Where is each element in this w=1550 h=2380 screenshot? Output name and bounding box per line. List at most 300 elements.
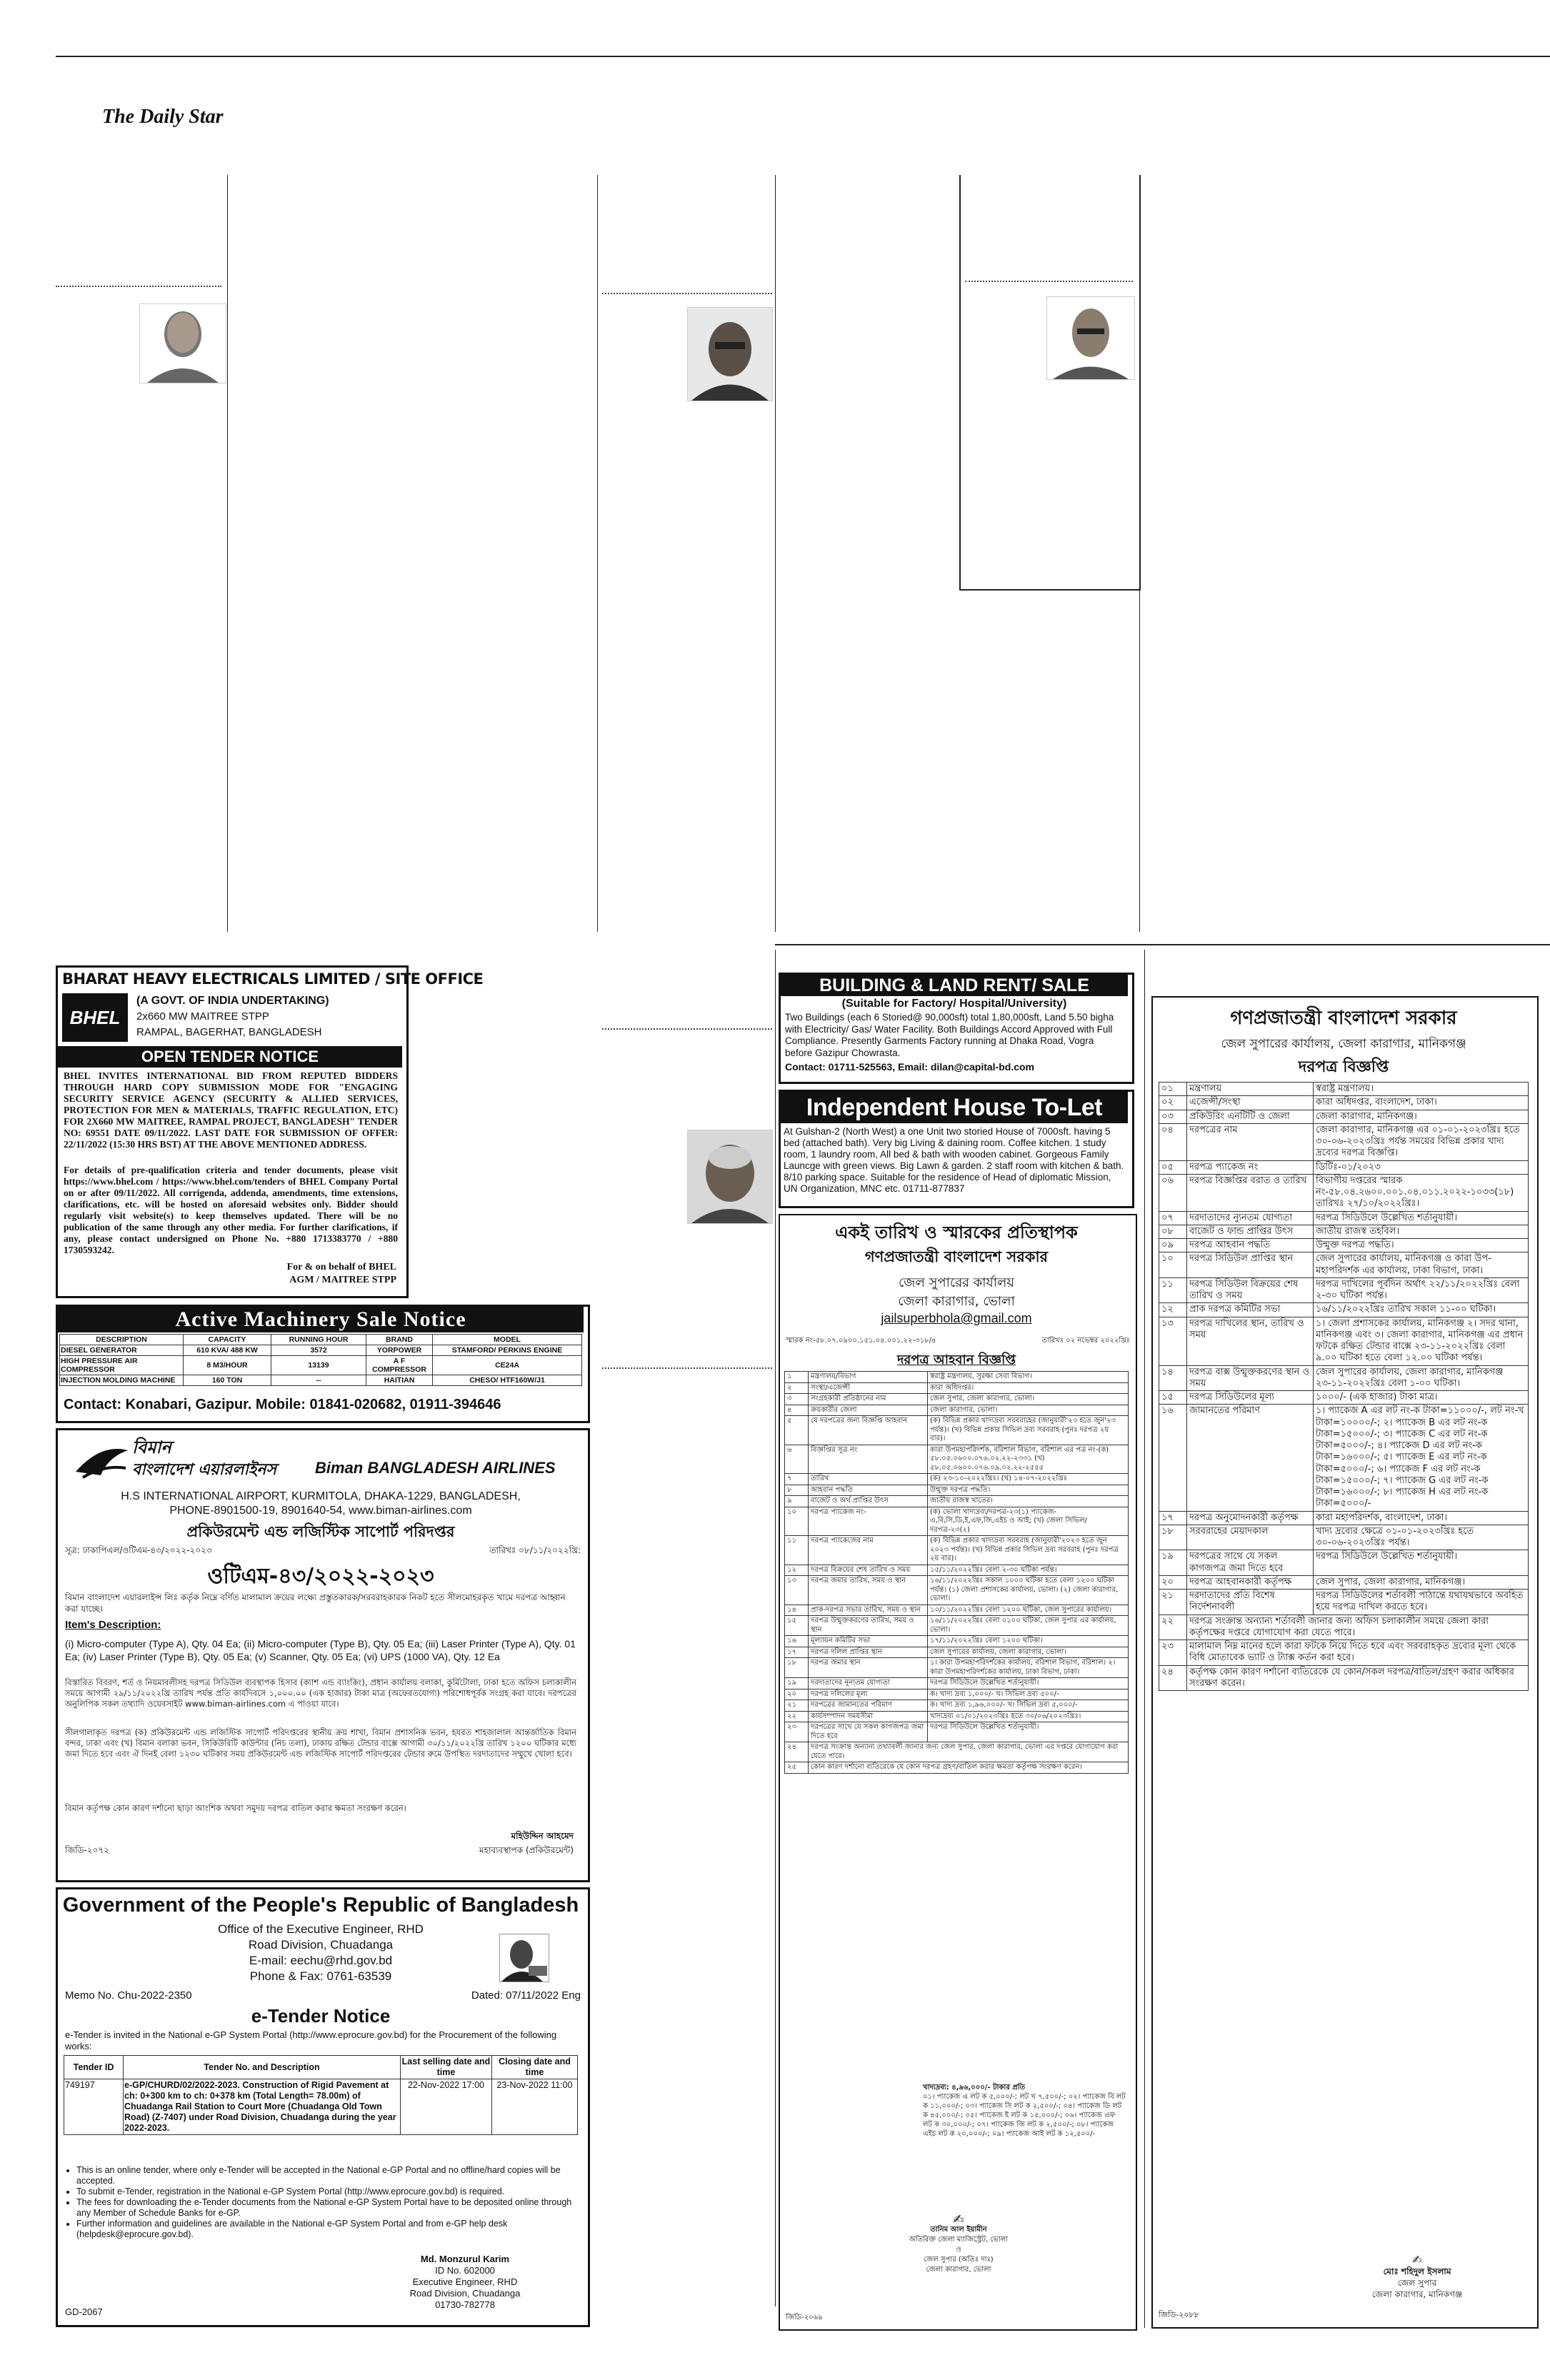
- building-body: Two Buildings (each 6 Storied@ 90,000sft) total 1,80,000sft, Land 5.50 bigha with Electricity/ Gas/ Water Facility. Both Buildings Accord Approved with Full Compliance. Presently Garments Factory running at Dhaka Road, Vogra before Gazipur Chowrasta.: [785, 1012, 1114, 1058]
- biman-items-head: Item's Description:: [65, 1619, 161, 1631]
- list-item: • To submit e-Tender, registration in the National e-GP System Portal (http://www.eprocure.gov.bd) is required.: [76, 2186, 576, 2197]
- table-row: [1159, 1211, 1529, 1225]
- list-item: • This is an online tender, where only e-Tender will be accepted in the National e-GP Portal and no offline/hard copies will be accepted.: [76, 2165, 576, 2186]
- bhel-sub2: 2x660 MW MAITREE STPP: [136, 1010, 269, 1023]
- sign-line: 01730-782778: [435, 2299, 495, 2310]
- table-row: [1159, 1303, 1529, 1317]
- table-row: [785, 1372, 1129, 1383]
- house-body: At Gulshan-2 (North West) a one Unit two storied House of 7000sft. having 5 bed (attached bath). Very big Living & daining room. Coffee kitchen. 1 study room, 1 laundry room, All bed & bath with wooden cabinet. Gorgeous Family Launcge with green views. Big Lawn & garden. 2 staff room with kitchen & bath. 8/10 parking space. Suitable for the residence of Head of diplomatic Mission, UN Organization, MNC etc. 01711-877837: [784, 1126, 1124, 1194]
- table-cell: দরপত্র দাখিলের পূর্বদিন অর্থাৎ ২২/১১/২০২২খ্রিঃ বেলা ২-৩০ ঘটিকা পর্যন্ত।: [1314, 1277, 1529, 1303]
- bhola-signature: ✍ তানিম আল ইয়ামীন অতিরিক্ত জেলা ম্যাজিস্ট্রেট, ভোলা ও জেল সুপার (অতিঃ দাঃ) জেলা কারাগার, ভোলা: [866, 2215, 1051, 2275]
- manikganj-jail-tender-ad: [1151, 996, 1539, 2329]
- table-cell: --: [271, 1375, 366, 1386]
- table-cell: ১৮: [785, 1658, 809, 1678]
- table-row: [785, 1700, 1129, 1712]
- table-row: [1159, 1575, 1529, 1589]
- bhola-code: জিডি-২০৬৯: [786, 2314, 823, 2321]
- table-cell: দরপত্র আহবান পদ্ধতি: [1187, 1239, 1314, 1252]
- columnist-photo: [139, 303, 226, 383]
- table-row: [785, 1605, 1129, 1616]
- table-row: [1159, 1174, 1529, 1211]
- table-row: [785, 1445, 1129, 1474]
- table-row: [60, 1356, 582, 1375]
- table-cell: দরদাতাদের প্রতি বিশেষ নির্দেশনাবলী: [1187, 1590, 1314, 1615]
- biman-intro: বিমান বাংলাদেশ এয়ারলাইন্স লিঃ কর্তৃক নিম্নে বর্ণিত মালামাল ক্রয়ের লক্ষ্যে প্রস্তুতকারক/সরবরাহকারক নিকট হতে সীলমোহরকৃত খামে দরপত্র আহ্বান করা যাচ্ছে।: [65, 1592, 566, 1614]
- table-header: Tender ID: [64, 2056, 124, 2079]
- table-cell: ১২: [785, 1565, 809, 1576]
- bhola-rows-table: [784, 1371, 1129, 1774]
- biman-address1: H.S INTERNATIONAL AIRPORT, KURMITOLA, DHAKA-1229, BANGLADESH,: [121, 1490, 521, 1502]
- table-cell: ০৪: [1159, 1123, 1187, 1160]
- house-to-let-ad: [779, 1090, 1134, 1208]
- manikganj-office: জেল সুপারের কার্যালয়, জেলা কারাগার, মানিকগঞ্জ: [1221, 1037, 1466, 1051]
- table-cell: ১২: [1159, 1303, 1187, 1317]
- table-row: [785, 1658, 1129, 1678]
- table-header: DESCRIPTION: [60, 1335, 184, 1345]
- table-cell: ৬: [785, 1445, 809, 1474]
- table-cell: মূল্যায়ন কমিটির সভা: [809, 1636, 928, 1647]
- table-cell: CE24A: [433, 1356, 582, 1375]
- sign-line: জেলা কারাগার, ভোলা: [926, 2266, 991, 2274]
- bhel-sign1: For & on behalf of BHEL: [286, 1262, 396, 1272]
- machinery-table: [59, 1334, 582, 1386]
- sign-line: ID No. 602000: [435, 2265, 495, 2276]
- table-header: Closing date and time: [492, 2056, 578, 2079]
- table-row: [785, 1576, 1129, 1605]
- table-cell: (ক) বিভিন্ন প্রকার খাদ্যদ্রব্য সরবরাহের (জানুয়ারী'২৩ হতে জুন'২৩ পর্যন্ত)। (খ) বিভিন্ন প্রকার সিভিল দ্রব্য সরবরাহ (পুনঃ দরপত্র ২য় বার)।: [928, 1416, 1129, 1445]
- column-rule: [775, 950, 776, 2306]
- biman-items: (i) Micro-computer (Type A), Qty. 04 Ea; (ii) Micro-computer (Type B), Qty. 05 Ea; (iii) Laser Printer (Type A), Qty. 01 Ea; (iv) Laser Printer (Type B), Qty. 05 Ea; (v) Scanner, Qty. 05 Ea; (vi) UPS (1000 VA), Qty. 12 Ea: [65, 1638, 576, 1662]
- bhel-tender-ad: [56, 965, 484, 1298]
- table-header: MODEL: [433, 1335, 582, 1345]
- columnist-photo: [687, 307, 773, 401]
- table-cell: ৫: [785, 1416, 809, 1445]
- table-cell: কর্তৃপক্ষ কোন কারণ দর্শানো ব্যতিরেকে যে কোন/সকল দরপত্র/বাতিল/গ্রহণ করার অধিকার সংরক্ষণ করেন।: [1187, 1665, 1529, 1691]
- table-cell: দরপত্রের সাথে যে সকল কাগজপত্র জমা দিতে হবে: [809, 1722, 928, 1742]
- sign-line: জেল সুপার (অতিঃ দাঃ): [924, 2256, 994, 2264]
- table-cell: প্রকিউরিং এনটিটি ও জেলা: [1187, 1110, 1314, 1123]
- sign-line: জেলা কারাগার, মানিকগঞ্জ: [1371, 2289, 1463, 2299]
- table-cell: দরপত্র বাক্স উন্মুক্তকরণের স্থান ও সময়: [1187, 1365, 1314, 1391]
- bhola-gov: গণপ্রজাতন্ত্রী বাংলাদেশ সরকার: [864, 1248, 1049, 1265]
- table-cell: দরপত্র উন্মুক্তকরণের তারিখ, সময় ও স্থান: [809, 1616, 928, 1636]
- list-item: • Further information and guidelines are available in the National e-GP System Portal and from e-GP help desk (helpdesk@eprocure.gov.bd).: [76, 2219, 576, 2240]
- bhola-memo: স্মারক নং-৫৮.০৭.০৯০০.১৫১.০৪.০০১.২২-৩১৮/৪: [786, 1337, 936, 1345]
- table-cell: ০৬: [1159, 1174, 1187, 1211]
- table-row: [785, 1636, 1129, 1647]
- table-row: [1159, 1277, 1529, 1303]
- table-cell: মন্ত্রণালয়: [1187, 1083, 1314, 1096]
- table-cell: ২৪: [1159, 1665, 1187, 1691]
- table-cell: ১৭/১১/২০২২খ্রিঃ বেলা ১২০০ ঘটিকা।: [928, 1636, 1129, 1647]
- table-cell: দরপত্রের সাথে যে সকল কাগজপত্র জমা দিতে হবে: [1187, 1550, 1314, 1576]
- sign-line: Road Division, Chuadanga: [409, 2288, 521, 2299]
- table-cell: ০৫: [1159, 1160, 1187, 1174]
- table-cell: 3572: [271, 1345, 366, 1356]
- table-cell: জাতীয় রাজস্ব খাতের।: [928, 1496, 1129, 1507]
- column-rule: [1144, 950, 1145, 2328]
- rhd-table: [64, 2055, 578, 2135]
- table-cell: মালামাল নিম্ন মানের হলে কারা ফটকে নিয়ে দিতে হবে এবং সরবরাহকৃত দ্রব্যের মূল্য থেকে বিধি মোতাবেক ভ্যাট ও ট্যাক্স কর্তন করা হবে।: [1187, 1640, 1529, 1666]
- manikganj-gov: গণপ্রজাতন্ত্রী বাংলাদেশ সরকার: [1230, 1008, 1457, 1029]
- table-cell: ২: [785, 1382, 809, 1394]
- table-cell: HAITIAN: [366, 1375, 433, 1386]
- table-cell: (ক) বিভিন্ন প্রকার খাদ্যদ্রব্য সরবরাহ (জানুয়ারী'২০২৩ হতে জুন ২০২৩ পর্যন্ত)। (খ) বিভিন্ন প্রকার সিভিল দ্রব্য সরবরাহ (পুনঃ দরপত্র ২য় বার)।: [928, 1536, 1129, 1565]
- table-cell: কারা মহাপরিদর্শক, বাংলাদেশ, ঢাকা।: [1314, 1511, 1529, 1525]
- table-cell: ডিটিঃ-০১/২০২৩: [1314, 1160, 1529, 1174]
- table-cell: ০৩: [1159, 1110, 1187, 1123]
- columnist-photo: [687, 1130, 773, 1224]
- table-cell: সরবরাহের মেয়াদকাল: [1187, 1525, 1314, 1550]
- table-row: [785, 1382, 1129, 1394]
- table-cell: ১৮: [1159, 1525, 1187, 1550]
- rhd-code: GD-2067: [65, 2306, 103, 2317]
- bhola-jail-tender-ad: [779, 1214, 1137, 2331]
- table-cell: ০৭: [1159, 1211, 1187, 1225]
- table-cell: ১৫/১১/২০২২খ্রিঃ বেলা ২-৩০ ঘটিকা পর্যন্ত।: [928, 1565, 1129, 1576]
- table-cell: দরপত্র সিডিউল বিক্রয়ের শেষ তারিখ ও সময়: [1187, 1277, 1314, 1303]
- house-title: Independent House To-Let: [781, 1092, 1128, 1123]
- table-cell: দরপত্র সিডিউলের শর্তাবলী পাঠান্তে যথাযথভাবে অবহিত হয়ে দরপত্র দাখিল করতে হবে।: [1314, 1590, 1529, 1615]
- bhola-top: একই তারিখ ও স্মারকের প্রতিস্থাপক: [835, 1222, 1078, 1242]
- bhola-price-block: [923, 2083, 1126, 2139]
- table-cell: ১৯: [785, 1678, 809, 1689]
- sign-line: ও: [956, 2246, 961, 2254]
- table-row: [1159, 1160, 1529, 1174]
- table-row: [785, 1678, 1129, 1689]
- table-cell: ১৩: [1159, 1317, 1187, 1365]
- table-cell: দরপত্র সিডিউলে উল্লেখিত শর্তানুযায়ী।: [1314, 1211, 1529, 1225]
- table-row: [785, 1711, 1129, 1722]
- table-cell: ০৯: [1159, 1239, 1187, 1252]
- table-row: [1159, 1239, 1529, 1252]
- bhel-banner: OPEN TENDER NOTICE: [58, 1046, 402, 1068]
- table-cell: ১০: [1159, 1252, 1187, 1278]
- table-row: [785, 1416, 1129, 1445]
- table-cell: কোন কারণ দর্শানো ব্যতিরেকে যে কোন দরপত্র গ্রহণ/বাতিল করার ক্ষমতা কর্তৃপক্ষ সংরক্ষণ করেন।: [809, 1762, 1129, 1774]
- rhd-bullets: [62, 2165, 576, 2240]
- biman-memo: সূত্র: ঢাকাপিএল/ওটিএম-৪৩/২০২২-২০২৩: [65, 1545, 212, 1555]
- table-cell: ১। কারা উপমহাপরিদর্শকের কার্যালয়, বরিশাল বিভাগ, বরিশাল। ২। কারা উপমহাপরিদর্শকের কার্যালয়, ঢাকা বিভাগ, ঢাকা।: [928, 1658, 1129, 1678]
- table-row: [785, 1474, 1129, 1485]
- bhel-title: BHARAT HEAVY ELECTRICALS LIMITED / SITE OFFICE: [62, 970, 484, 988]
- table-cell: 610 KVA/ 488 KW: [184, 1345, 271, 1356]
- table-cell: ২২: [1159, 1615, 1187, 1640]
- rhd-etender-ad: [56, 1887, 590, 2327]
- sidebar-box: [959, 175, 1141, 591]
- table-cell: কারা উপমহাপরিদর্শক, বরিশাল বিভাগ, বরিশাল এর পত্র নং-(ক) ৫৮.০৫.০৬০০.০৭৬.০২.২২-২৩৩১ (খ) ৫৮.০৫.০৬০০.০৭৬.০৯.০২.২২-২৫৫৫: [928, 1445, 1129, 1474]
- table-cell: ৮: [785, 1485, 809, 1496]
- table-cell: দরপত্র অনুমোদনকারী কর্তৃপক্ষ: [1187, 1511, 1314, 1525]
- table-cell: 23-Nov-2022 11:00: [492, 2079, 578, 2135]
- table-cell: ১৯: [1159, 1550, 1187, 1576]
- machinery-title: Active Machinery Sale Notice: [58, 1307, 584, 1332]
- table-cell: ২৩: [1159, 1640, 1187, 1666]
- table-cell: বিজ্ঞপ্তির সূত্র নং: [809, 1445, 928, 1474]
- bhola-heading: দরপত্র আহবান বিজ্ঞপ্তি: [896, 1352, 1016, 1367]
- divider: [56, 286, 221, 287]
- table-row: [1159, 1511, 1529, 1525]
- rhd-title: Government of the People's Republic of Bangladesh: [62, 1894, 579, 1917]
- table-cell: (ক) ভোলা খাদ্যদ্রব্য/দরপত্র-২৩(১) প্যাকেজ-এ,বি,সি,ডি,ই,এফ,জি,এইচ ও আই; (খ) জেলা সিভিল/দরপত্র-২৩(২): [928, 1507, 1129, 1536]
- table-row: [60, 1375, 582, 1386]
- bhola-email: jailsuperbhola@gmail.com: [881, 1311, 1032, 1325]
- bhel-sub3: RAMPAL, BAGERHAT, BANGLADESH: [136, 1026, 322, 1038]
- table-cell: বিভাগীয় দপ্তরের স্মারক নং-৫৮.০৪.২৬০০.০০১.০৪.০১১.২০২২-১০৩৩(১৮) তারিখঃ ২৭/১০/২০২২খ্রিঃ।: [1314, 1174, 1529, 1211]
- table-cell: কার্যসম্পাদন সময়সীমা: [809, 1711, 928, 1722]
- table-cell: দরদাতাদের ন্যুনতম যোগ্যতা: [1187, 1211, 1314, 1225]
- table-cell: প্রাক-দরপত্র সভার তারিখ, সময় ও স্থান: [809, 1605, 928, 1616]
- table-cell: দরপত্র প্যাকেজ নং-: [809, 1507, 928, 1536]
- table-cell: HIGH PRESSURE AIR COMPRESSOR: [60, 1356, 184, 1375]
- masthead-logo: The Daily Star: [102, 106, 224, 128]
- table-cell: INJECTION MOLDING MACHINE: [60, 1375, 184, 1386]
- table-cell: দরপত্র প্যাকেজ নং: [1187, 1160, 1314, 1174]
- sign-name: তানিম আল ইয়ামীন: [930, 2226, 987, 2234]
- table-cell: জেলা কারাগার, মানিকগঞ্জ।: [1314, 1110, 1529, 1123]
- table-cell: ১৭: [1159, 1511, 1187, 1525]
- table-cell: ১৬/১১/২০২২খ্রিঃ তারিখ সকাল ১১-০০ ঘটিকা।: [1314, 1303, 1529, 1317]
- top-rule: [56, 56, 1550, 57]
- divider: [965, 281, 1133, 282]
- biman-address2: PHONE-8901500-19, 8901640-54, www.biman-airlines.com: [169, 1505, 472, 1517]
- rhd-signature: [372, 2254, 558, 2311]
- biman-name-bn: বাংলাদেশ এয়ারলাইনস: [132, 1461, 276, 1479]
- table-cell: ০১: [1159, 1083, 1187, 1096]
- table-cell: দরপত্রের জামানতের পরিমাণ: [809, 1700, 928, 1712]
- machinery-contact: Contact: Konabari, Gazipur. Mobile: 01841-020682, 01911-394646: [64, 1397, 501, 1412]
- table-cell: আহবান পদ্ধতি: [809, 1485, 928, 1496]
- table-cell: জেল সুপার, জেলা কারাগার, ভোলা।: [928, 1394, 1129, 1405]
- table-header: RUNNING HOUR: [271, 1335, 366, 1345]
- table-cell: কারা অধিদপ্তর, বাংলাদেশ, ঢাকা।: [1314, 1096, 1529, 1110]
- table-cell: স্বরাষ্ট্র মন্ত্রণালয়।: [1314, 1083, 1529, 1096]
- building-contact: Contact: 01711-525563, Email: dilan@capital-bd.com: [785, 1061, 1034, 1073]
- table-cell: দরপত্র আহবানকারী কর্তৃপক্ষ: [1187, 1575, 1314, 1589]
- table-cell: ১। জেলা প্রশাসকের কার্যালয়, মানিকগঞ্জ ২। সদর থানা, মানিকগঞ্জ এবং ৩। জেলা কারাগার, মানিকগঞ্জ এর প্রধান ফটকে রক্ষিত টেন্ডার বাক্সে ২৩-১১-২০২২খ্রিঃ বেলা ৯.০০ ঘটিকা হতে বেলা ১২.০০ ঘটিকা পর্যন্ত।: [1314, 1317, 1529, 1365]
- table-cell: 160 TON: [184, 1375, 271, 1386]
- table-cell: দরপত্র সংক্রান্ত অন্যান্য শর্তাবলী জানার জন্য অফিস চলাকালীন সময়ে জেলা কারা কর্তৃপক্ষের দপ্তরে যোগাযোগ করা যেতে পারে।: [1187, 1615, 1529, 1640]
- table-row: [1159, 1365, 1529, 1391]
- table-row: [1159, 1225, 1529, 1238]
- table-cell: দরপত্রের নাম: [1187, 1123, 1314, 1160]
- table-cell: ১: [785, 1372, 809, 1383]
- table-row: [1159, 1405, 1529, 1511]
- price-head: খাদ্যদ্রব্য: ৪,৯৬,০০০/- টাকার প্রতি: [923, 2084, 1026, 2092]
- table-row: [1159, 1252, 1529, 1278]
- rhd-date: Dated: 07/11/2022 Eng: [471, 1989, 581, 2002]
- divider: [602, 1028, 772, 1030]
- biman-name-en: Biman BANGLADESH AIRLINES: [315, 1459, 556, 1477]
- bhola-office2: জেলা কারাগার, ভোলা: [898, 1294, 1015, 1309]
- table-row: [785, 1394, 1129, 1405]
- biman-otm: ওটিএম-৪৩/২০২২-২০২৩: [207, 1564, 434, 1589]
- rhd-intro: e-Tender is invited in the National e-GP System Portal (http://www.eprocure.gov.bd) for the Procurement of the following works:: [65, 2029, 557, 2052]
- bhel-logo: BHEL: [62, 993, 128, 1042]
- biman-para3: বিমান কর্তৃপক্ষ কোন কারণ দর্শানো ছাড়া আংশিক অথবা সমুদয় দরপত্র বাতিল করার ক্ষমতা সংরক্ষণ করেন।: [65, 1803, 406, 1813]
- table-row: [1159, 1096, 1529, 1110]
- table-cell: ক্রয়কারীর জেলা: [809, 1405, 928, 1416]
- table-header: Last selling date and time: [401, 2056, 492, 2079]
- table-cell: ১। প্যাকেজ A এর লট নং-ক টাকা=১১০০০/-, লট নং-খ টাকা=১০০০০/-; ২। প্যাকেজ B এর লট নং-ক টাকা=১৫০০০/-; ৩। প্যাকেজ C এর লট নং-ক টাকা=৫০০০/-; ৪। প্যাকেজ D এর লট নং-ক টাকা=১৬০০০/-; ৫। প্যাকেজ E এর লট নং-ক টাকা=৫০০০/-; ৬। প্যাকেজ F এর লট নং-ক টাকা=১৫০০০/-; ৭। প্যাকেজ G এর লট নং-ক টাকা=১৬০০০/-; ৮। প্যাকেজ H এর লট নং-ক টাকা=৫০০০/-: [1314, 1405, 1529, 1511]
- table-cell: ২১: [1159, 1590, 1187, 1615]
- table-cell: উন্মুক্ত দরপত্র পদ্ধতি।: [1314, 1239, 1529, 1252]
- biman-dept: প্রকিউরমেন্ট এন্ড লজিস্টিক সাপোর্ট পরিদপ্তর: [186, 1523, 455, 1540]
- table-cell: ২১: [785, 1700, 809, 1712]
- table-row: [1159, 1110, 1529, 1123]
- divider: [602, 293, 772, 294]
- table-row: [1159, 1615, 1529, 1640]
- table-cell: ১৪: [1159, 1365, 1187, 1391]
- table-cell: ১১: [785, 1536, 809, 1565]
- table-row: [1159, 1665, 1529, 1691]
- biman-para2: সীলগালাকৃত দরপত্র (ক) প্রকিউরমেন্ট এন্ড লজিস্টিক সাপোর্ট পরিদপ্তরের স্থানীয় ক্রয় শাখা, বিমান প্রশাসনিক ভবন, হযরত শাহজালাল আন্তর্জাতিক বিমান বন্দর, ঢাকা এবং (খ) বিমান বলাকা ভবন, সিকিউরিটি কাউন্টার (নিচ তলা), ঢাকায় রক্ষিত টেন্ডার বাক্সে আগামী ৩০/১১/২০২২খ্রি তারিখ ১২০০ ঘটিকার মধ্যে জমা দিতে হবে এবং ঐ দিনই বেলা ১২৩০ ঘটিকার সময় প্রকিউরমেন্ট এন্ড লজিস্টিক সাপোর্ট পরিদপ্তরের টেন্ডার রুমে উপস্থিত দরদাতাদের সম্মুখে খোলা হবে।: [65, 1727, 577, 1759]
- table-cell: ৪: [785, 1405, 809, 1416]
- biman-logo-icon: [72, 1436, 129, 1486]
- manikganj-code: জিডি-২০৮৮: [1159, 2310, 1199, 2319]
- table-cell: ১৬/১১/২০২২খ্রিঃ সকাল ১০০০ ঘটিকা হতে বেলা ১২০০ ঘটিকা পর্যন্ত। (১) জেলা প্রশাসকের কার্যালয়, ভোলা। (২) জেলা কারাগার, ভোলা।: [928, 1576, 1129, 1605]
- column-rule: [597, 175, 598, 932]
- table-cell: জেল সুপারের কার্যালয়, মানিকগঞ্জ ও কারা উপ-মহাপরিদর্শক এর কার্যালয়, ঢাকা বিভাগ, ঢাকা।: [1314, 1252, 1529, 1278]
- table-cell: খাদ্য দ্রব্যের ক্ষেত্রে ০১-০১-২০২৩খ্রিঃ হতে ৩০-০৬-২০২৩খ্রিঃ পর্যন্ত।: [1314, 1525, 1529, 1550]
- table-cell: ২০: [785, 1689, 809, 1700]
- table-cell: যে দরপত্রের জন্য বিজ্ঞপ্তি আহবান: [809, 1416, 928, 1445]
- table-row: [1159, 1083, 1529, 1096]
- bhola-office1: জেল সুপারের কার্যালয়: [898, 1275, 1015, 1290]
- rhd-heading: e-Tender Notice: [251, 2005, 391, 2027]
- table-cell: ১৩: [785, 1576, 809, 1605]
- table-cell: জেল সুপারের কার্যালয়, জেলা কারাগার, ভোলা।: [928, 1647, 1129, 1658]
- sign-line: অতিরিক্ত জেলা ম্যাজিস্ট্রেট, ভোলা: [909, 2236, 1009, 2244]
- table-cell: DIESEL GENERATOR: [60, 1345, 184, 1356]
- table-row: [1159, 1640, 1529, 1666]
- table-cell: স্বরাষ্ট্র মন্ত্রণালয়, সুরক্ষা সেবা বিভাগ।: [928, 1372, 1129, 1383]
- biman-date: তারিখঃ ০৮/১১/২০২২খ্রি:: [489, 1545, 581, 1555]
- table-row: [785, 1689, 1129, 1700]
- price-lines: ০১। প্যাকেজ এ লট ক ৫,০০০/-; লট খ ৭,৫০০/-; ০২। প্যাকেজ বি লট ক ১১,০০০/-; ০৩। প্যাকেজ সি লট ক ২,৫০০/-; ০৪। প্যাকেজ ডি লট ক ৪৫,০০০/-; ০৫। প্যাকেজ ই লট ক ১৫,০০০/-; ০৬। প্যাকেজ এফ লট ক ৩০,০০০/-; ০৭। প্যাকেজ জি লট ক ২,৫০০/-; ০৮। প্যাকেজ এইচ লট ক ২০,০০০/-; ০৯। প্যাকেজ আই লট ক ১২,৫০০/-: [923, 2093, 1126, 2138]
- biman-procurement-ad: [56, 1428, 590, 1882]
- table-cell: জাতীয় রাজস্ব তহবিল।: [1314, 1225, 1529, 1238]
- building-title: BUILDING & LAND RENT/ SALE: [781, 975, 1128, 996]
- table-cell: জেলা কারাগার, ভোলা।: [928, 1405, 1129, 1416]
- table-cell: দরপত্র সিডিউল প্রাপ্তির স্থান: [1187, 1252, 1314, 1278]
- table-cell: উন্মুক্ত দরপত্র পদ্ধতি।: [928, 1485, 1129, 1496]
- table-cell: A F COMPRESSOR: [366, 1356, 433, 1375]
- table-cell: বাজেট ও ফান্ড প্রাপ্তির উৎস: [1187, 1225, 1314, 1238]
- table-cell: সংগ্রহকারী প্রতিষ্ঠানের নাম: [809, 1394, 928, 1405]
- table-cell: ৯: [785, 1496, 809, 1507]
- rhd-line1: Office of the Executive Engineer, RHD: [218, 1922, 424, 1936]
- table-row: [785, 1405, 1129, 1416]
- machinery-sale-ad: [56, 1305, 590, 1423]
- table-cell: প্রাক দরপত্র কমিটির সভা: [1187, 1303, 1314, 1317]
- rhd-email: E-mail: eechu@rhd.gov.bd: [249, 1954, 393, 1967]
- bhel-sub1: (A GOVT. OF INDIA UNDERTAKING): [136, 995, 329, 1007]
- table-cell: দরপত্র প্যাকেজের নাম: [809, 1536, 928, 1565]
- table-cell: দরপত্র দলিলের মূল্য: [809, 1689, 928, 1700]
- table-cell: দরপত্র সিডিউলে উল্লেখিত শর্তানুযায়ী।: [928, 1722, 1129, 1742]
- manikganj-signature: ✍ মোঃ শহিদুল ইসলাম জেল সুপার জেলা কারাগার, মানিকগঞ্জ: [1317, 2254, 1517, 2300]
- table-cell: STAMFORD/ PERKINS ENGINE: [433, 1345, 582, 1356]
- table-header: Tender No. and Description: [124, 2056, 401, 2079]
- table-cell: ২৫: [785, 1762, 809, 1774]
- bhel-sign2: AGM / MAITREE STPP: [289, 1275, 396, 1285]
- biman-para1: বিস্তারিত বিবরণ, শর্ত ও নিয়মাবলীসহ দরপত্র সিডিউল ব্যবস্থাপক হিসাব (ক্যাশ এন্ড ব্যাংকিং), প্রধান কার্যালয় বলাকা, কুর্মিটোলা, ঢাকা হতে অফিস চলাকালীন সময়ে আগামী ২৯/১১/২০২২খ্রি তারিখ পর্যন্ত প্রতি কার্যদিবসে ১,০০০.০০ (এক হাজার) টাকা মাত্র (অফেরতযোগ্য) পরিশোধপূর্বক সংগ্রহ করা যাবে। দরপত্রের অনুলিপিক সকল তথ্যাদি ওয়েবসাইট www.biman-airlines.com এ পাওয়া যাবে।: [65, 1677, 576, 1709]
- table-cell: জামানতের পরিমাণ: [1187, 1405, 1314, 1511]
- table-cell: ১০: [785, 1507, 809, 1536]
- sign-name: মোঃ শহিদুল ইসলাম: [1383, 2266, 1451, 2276]
- table-cell: CHESO/ HTF160W/J1: [433, 1375, 582, 1386]
- table-cell: দরপত্র জমার স্থান: [809, 1658, 928, 1678]
- table-cell: দরপত্র বিজ্ঞপ্তির বরাত ও তারিখ: [1187, 1174, 1314, 1211]
- manikganj-rows-table: [1159, 1082, 1529, 1691]
- table-cell: ২৩: [785, 1722, 809, 1742]
- sign-line: জেল সুপার: [1397, 2278, 1437, 2288]
- table-row: [64, 2079, 578, 2135]
- table-cell: (ক) ২৩-১০-২০২২খ্রিঃ। (খ) ১৪-০৭-২০২২খ্রিঃ: [928, 1474, 1129, 1485]
- table-cell: তারিখ: [809, 1474, 928, 1485]
- biman-code: জিডি-২০৭২: [65, 1845, 109, 1855]
- table-cell: জেল সুপার, জেলা কারাগার, মানিকগঞ্জ।: [1314, 1575, 1529, 1589]
- table-cell: জেলা কারাগার, মানিকগঞ্জ এর ০১-০১-২০২৩খ্রিঃ হতে ৩০-০৬-২০২৩খ্রিঃ পর্যন্ত সময়ের বিভিন্ন প্রকার খাদ্য দ্রব্যের দরপত্র বিজ্ঞপ্তি।: [1314, 1123, 1529, 1160]
- table-row: [785, 1536, 1129, 1565]
- table-row: [785, 1496, 1129, 1507]
- table-cell: ৭: [785, 1474, 809, 1485]
- table-cell: এজেন্সী/সংস্থা: [1187, 1096, 1314, 1110]
- column-rule: [227, 175, 228, 932]
- table-cell: ১৭: [785, 1647, 809, 1658]
- table-cell: ক। খাদ্য দ্রব্য ১,৯৬,০০০/- খ। সিভিল দ্রব্য ৫,০০০/-: [928, 1700, 1129, 1712]
- table-row: [1159, 1391, 1529, 1405]
- table-cell: ১৪: [785, 1605, 809, 1616]
- table-cell: ০৮: [1159, 1225, 1187, 1238]
- column-rule: [775, 175, 776, 932]
- table-cell: e-GP/CHURD/02/2022-2023. Construction of Rigid Pavement at ch: 0+300 km to ch: 0+378 km (Total Length= 78.00m) of Chuadanga Rail Station to Court More (Chuadanga Old Town Road) (Z-7407) under Road Division, Chuadanga during the year 2022-2023.: [124, 2079, 401, 2135]
- columnist-photo: [1046, 296, 1135, 380]
- table-row: [1159, 1317, 1529, 1365]
- sign-name: Md. Monzurul Karim: [420, 2254, 510, 2264]
- table-cell: দরপত্র বিক্রয়ের শেষ তারিখ ও সময়: [809, 1565, 928, 1576]
- manikganj-table: [1159, 1082, 1529, 1691]
- table-cell: ১১: [1159, 1277, 1187, 1303]
- divider: [602, 1367, 772, 1369]
- table-row: [1159, 1123, 1529, 1160]
- table-cell: ১৬: [785, 1636, 809, 1647]
- table-cell: ১৬: [1159, 1405, 1187, 1511]
- table-cell: কারা অধিদপ্তর।: [928, 1382, 1129, 1394]
- table-cell: জেল সুপারের কার্যালয়, জেলা কারাগার, মানিকগঞ্জ ২৩-১১-২০২২খ্রিঃ বেলা ১-০০ ঘটিকা।: [1314, 1365, 1529, 1391]
- table-cell: 22-Nov-2022 17:00: [401, 2079, 492, 2135]
- building-sub: (Suitable for Factory/ Hospital/University): [841, 998, 1067, 1010]
- table-cell: দরপত্র সিডিউলে উল্লেখিত শর্তানুযায়ী।: [1314, 1550, 1529, 1576]
- table-cell: ০২: [1159, 1096, 1187, 1110]
- table-row: [785, 1647, 1129, 1658]
- section-rule: [775, 944, 1550, 945]
- table-header: BRAND: [366, 1335, 433, 1345]
- table-cell: ১৫: [1159, 1391, 1187, 1405]
- table-cell: 13139: [271, 1356, 366, 1375]
- table-cell: ১৫: [785, 1616, 809, 1636]
- table-cell: দরপত্র সিডিউলের মূল্য: [1187, 1391, 1314, 1405]
- bhel-body2: For details of pre-qualification criteria and tender documents, please visit https://www.bhel.com / https://www.bhel.com/tenders of BHEL Company Portal on or after 09/11/2022. All corrigenda, addenda, amendments, time extensions, clarifications, etc. will be hosted on aforesaid websites only. Bidder should regularly visit website(s) to keep themselves updated. There will be no publication of the same through any other media. For further clarifications, if any, please contact undersigned on Phone No. +880 1713383770 / +880 1730593242.: [64, 1165, 398, 1255]
- table-row: [785, 1485, 1129, 1496]
- table-cell: 8 M3/HOUR: [184, 1356, 271, 1375]
- table-cell: YORPOWER: [366, 1345, 433, 1356]
- biman-sign-name: মহিউদ্দিন আহমেদ: [511, 1831, 574, 1841]
- table-row: [785, 1565, 1129, 1576]
- table-cell: ২৪: [785, 1742, 809, 1762]
- table-row: [785, 1616, 1129, 1636]
